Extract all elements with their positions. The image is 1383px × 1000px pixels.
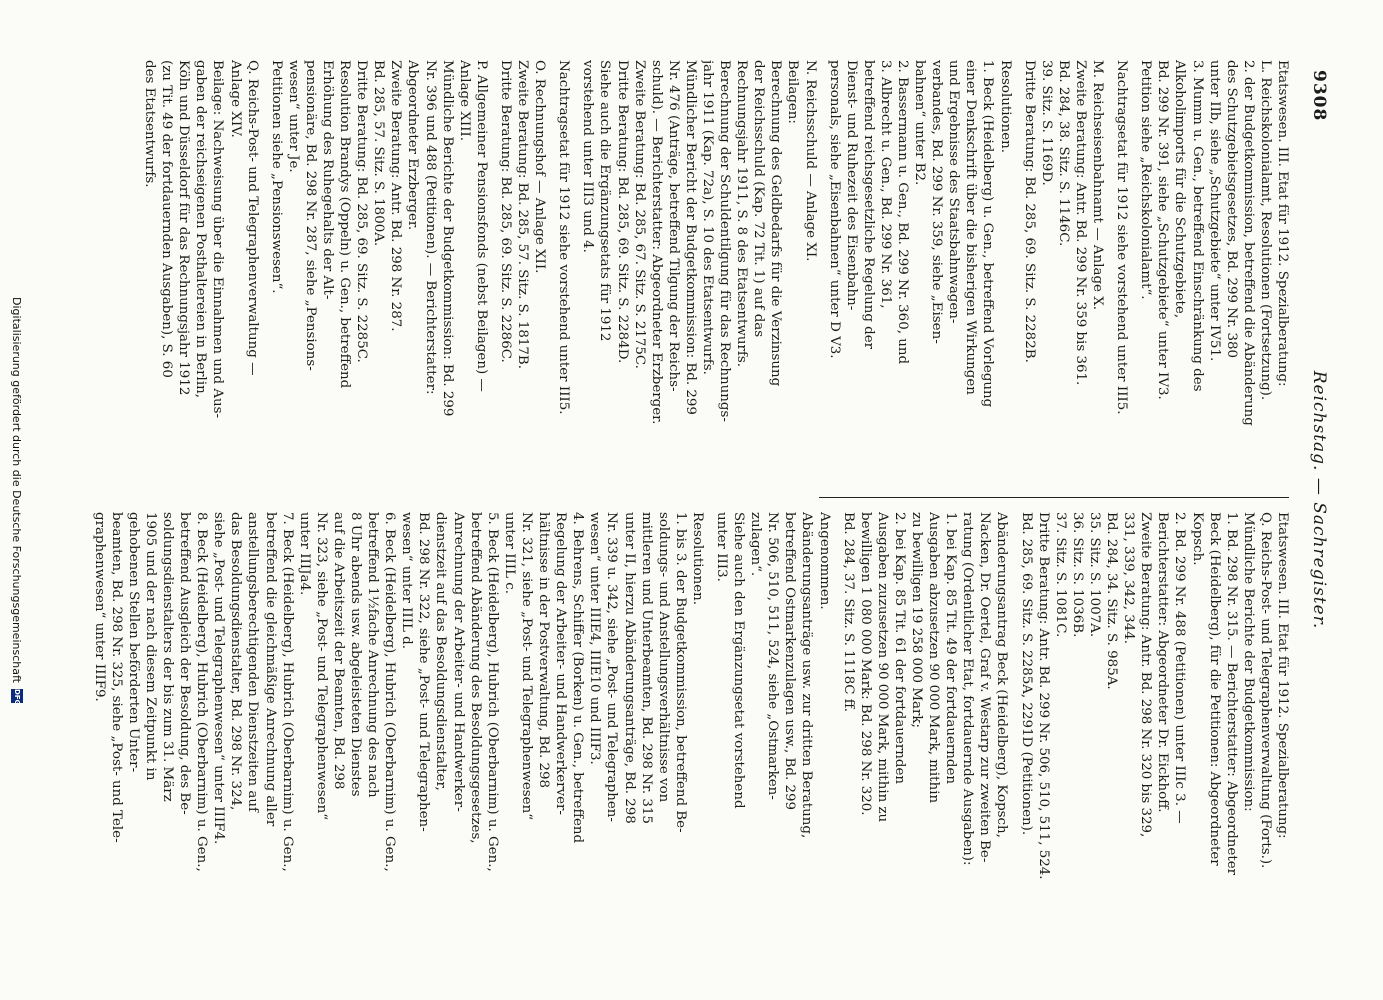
text-line: Nachtragsetat für 1912 siehe vorstehend unter III5. — [556, 60, 572, 415]
text-line: Resolutionen. — [997, 60, 1013, 154]
text-line: 4. Behrens, Schiffer (Borken) u. Gen., betreffend — [570, 512, 586, 844]
text-line: Dritte Beratung: Bd. 285, 69. Sitz. S. 2282B. — [1021, 60, 1037, 363]
text-line: und Ergebnisse des Staatsbahnwagen- — [946, 60, 962, 324]
text-line: Zweite Beratung: Antr. Bd. 298 Nr. 320 bis 329, — [1138, 512, 1154, 838]
text-line: 331, 339, 342, 344. — [1121, 512, 1137, 645]
text-line: Nr. 339 u. 342, siehe „Post- und Telegraphen- — [604, 512, 620, 822]
text-line: 8 Uhr abends usw. abgeleisteten Dienstes — [348, 512, 364, 797]
text-line: Bd. 284, 38. Sitz. S. 1146C. — [1055, 60, 1071, 247]
text-line: wesen“ unter IIIL d. — [399, 512, 415, 649]
text-line: unter IIIJa4. — [296, 512, 312, 596]
text-line: graphenwesen“ unter IIIF9. — [91, 512, 107, 702]
text-line: Beilage: Nachweisung über die Einnahmen und Aus- — [210, 60, 226, 419]
text-line: das Besoldungsdienstalter, Bd. 298 Nr. 324, — [228, 512, 244, 811]
text-line: Bd. 299 Nr. 391, siehe „Schutzgebiete“ unter IV3. — [1155, 60, 1171, 400]
text-line: Anlage XIV. — [227, 60, 243, 138]
text-line: Zweite Beratung: Antr. Bd. 299 Nr. 359 bis 361. — [1072, 60, 1088, 386]
text-line: O. Rechnungshof — Anlage XII. — [532, 60, 548, 274]
text-line: 1. Beck (Heidelberg) u. Gen., betreffend Vorlegung — [980, 60, 996, 408]
text-line: betreffend Abänderung des Besoldungsgesetzes, — [467, 512, 483, 844]
text-line: Nachtragsetat für 1912 siehe vorstehend unter III5. — [1114, 60, 1130, 415]
text-line: Alkoholimports für die Schutzgebiete, — [1172, 60, 1188, 319]
text-line: Dritte Beratung: Bd. 285, 69. Sitz. S. 2285C. — [354, 60, 370, 363]
text-line: des Etatsentwurfs. — [142, 60, 158, 188]
text-line: Anrechnung der Arbeiter- und Handwerker- — [450, 512, 466, 812]
text-line: schuld). — Berichterstatter: Abgeordneter Erzberger. — [648, 60, 664, 425]
text-line: betreffend reichsgesetzliche Regelung der — [860, 60, 876, 350]
text-line: Berechnung der Schuldentilgung für das Rechnungs- — [717, 60, 733, 422]
text-line: N. Reichsschuld — Anlage XI. — [802, 60, 818, 262]
text-line: Nacken, Dr. Oertel, Graf v. Westarp zur zweiten Be- — [977, 512, 993, 863]
text-line: Q. Reichs-Post- und Telegraphenverwaltung (Forts.). — [1257, 512, 1273, 869]
text-line: Etatswesen. III. Etat für 1912. Spezialberatung: — [1275, 60, 1290, 387]
dfg-logo: DFG — [13, 688, 21, 706]
text-line: bahnen“ unter B2. — [912, 60, 928, 186]
text-line: Dritte Beratung: Bd. 285, 69. Sitz. S. 2284D. — [614, 60, 630, 364]
text-line: L. Reichskolonialamt, Resolutionen (Fortsetzung). — [1257, 60, 1273, 401]
text-line: Bd. 284, 34. Sitz. S. 985A. — [1104, 512, 1120, 690]
text-line: einer Denkschrift über die bisherigen Wirkungen — [963, 60, 979, 395]
text-line: 2. bei Kap. 85 Tit. 61 der fortdauernden — [891, 512, 907, 785]
text-line: des Schutzgebietsgesetzes, Bd. 299 Nr. 380 — [1223, 60, 1239, 359]
text-line: Abgeordneter Erzberger. — [405, 60, 421, 231]
text-line: auf die Arbeitszeit der Beamten, Bd. 298 — [330, 512, 346, 790]
text-line: mittleren und Unterbeamten, Bd. 298 Nr. 315 — [638, 512, 654, 824]
text-line: Beilagen: — [785, 60, 801, 124]
text-line: 2. der Budgetkommission, betreffend die Abänderung — [1240, 60, 1256, 426]
text-line: vorstehend unter III3 und 4. — [580, 60, 596, 253]
text-line: Petitionen siehe „Pensionswesen“. — [268, 60, 284, 294]
text-line: 7. Beck (Heidelberg), Hubrich (Oberbarnim) u. Gen., — [279, 512, 295, 872]
text-line: gehobenen Stellen beförderten Unter- — [125, 512, 141, 773]
text-line: 6. Beck (Heidelberg), Hubrich (Oberbarnim) u. Gen., — [382, 512, 398, 872]
text-line: 8. Beck (Heidelberg), Hubrich (Oberbarnim) u. Gen., — [194, 512, 210, 872]
text-line: Resolution Brandys (Oppeln) u. Gen., betreffend — [337, 60, 353, 389]
text-line: Mündlicher Bericht der Budgetkommission: Bd. 299 — [682, 60, 698, 415]
text-line: 36. Sitz. S. 1036B. — [1069, 512, 1085, 638]
text-line: betreffend 1½fache Anrechnung des nach — [365, 512, 381, 798]
text-line: 39. Sitz. S. 1169D. — [1038, 60, 1054, 186]
text-line: unter II, hierzu Abänderungsanträge, Bd. 298 — [621, 512, 637, 824]
text-line: Bd. 298 Nr. 322, siehe „Post- und Telegraphen- — [416, 512, 432, 832]
text-line: Bd. 284, 37. Sitz. S. 1118C ff. — [840, 512, 856, 713]
text-line: dienstzeit auf das Besoldungsdienstalter, — [433, 512, 449, 791]
text-line: der Reichsschuld (Kap. 72 Tit. 1) auf das — [751, 60, 767, 338]
text-line: soldungs- und Anstellungsverhältnisse von — [655, 512, 671, 803]
column-divider — [819, 497, 1289, 498]
text-line: betreffend Ostmarkenzulagen usw., Bd. 299 — [782, 512, 798, 811]
text-line: personals, siehe „Eisenbahnen“ unter D V3. — [826, 60, 842, 359]
text-line: 37. Sitz. S. 1081C. — [1052, 512, 1068, 638]
text-line: soldungsdienstalters der bis zum 31. März — [160, 512, 175, 802]
text-line: Ausgaben abzusetzen 90 000 Mark, mithin — [926, 512, 942, 804]
text-line: Abänderungsantrag Beck (Heidelberg), Kopsch, — [994, 512, 1010, 838]
text-line: zu bewilligen 19 258 000 Mark; — [909, 512, 925, 729]
text-line: M. Reichseisenbahnamt — Anlage X. — [1090, 60, 1106, 311]
text-line: beamten, Bd. 298 Nr. 325, siehe „Post- und Tele- — [108, 512, 124, 843]
footer-text: Digitalisierung gefördert durch die Deutsche Forschungsgemeinschaft — [10, 297, 24, 683]
text-line: betreffend die gleichmäßige Anrechnung aller — [262, 512, 278, 827]
text-line: wesen“ unter IIIE4, IIIE10 und IIIF3. — [587, 512, 603, 765]
text-line: Nr. 506, 510, 511, 524, siehe „Ostmarken- — [765, 512, 781, 800]
text-line: Erhöhung des Ruhegehalts der Alt- — [320, 60, 336, 300]
text-line: 35. Sitz. S. 1007A. — [1086, 512, 1102, 638]
text-line: Nr. 321, siehe „Post- und Telegraphenwesen“ — [518, 512, 534, 821]
text-line: Zweite Beratung: Antr. Bd. 298 Nr. 287. — [388, 60, 404, 332]
text-line: wesen“ unter Je. — [285, 60, 301, 173]
text-line: P. Allgemeiner Pensionsfonds (nebst Beilagen) — — [473, 60, 489, 392]
text-line: Angenommen. — [816, 512, 832, 610]
text-line: anstellungsberechtigenden Dienstzeiten auf — [245, 512, 261, 812]
text-line: Nr. 396 und 488 (Petitionen). — Berichterstatter: — [422, 60, 438, 395]
page-header — [1295, 0, 1335, 1000]
digitization-footer — [8, 30, 26, 970]
text-line: betreffend Ausgleich der Besoldung, des Be- — [177, 512, 193, 815]
text-line: Köln und Düsseldorf für das Rechnungsjahr 1912 — [176, 60, 192, 396]
text-line: unter IIIL c. — [501, 512, 517, 594]
text-line: zulagen“. — [748, 512, 764, 577]
text-line: (zu Tit. 49 der fortdauernden Ausgaben), S. 60 — [159, 60, 175, 378]
text-line: Resolutionen. — [689, 512, 705, 606]
text-line: Siehe auch den Ergänzungsetat vorstehend — [731, 512, 747, 809]
text-line: siehe „Post- und Telegraphenwesen“ unter IIIF4. — [211, 512, 227, 845]
text-line: verbandes, Bd. 299 Nr. 359, siehe „Eisen- — [929, 60, 945, 344]
text-line: Petition siehe „Reichskolonialamt“. — [1138, 60, 1154, 300]
text-line: Mündliche Berichte der Budgetkommission: Bd. 299 — [439, 60, 455, 417]
text-line: jahr 1911 (Kap. 72a), S. 10 des Etatsentwurfs. — [700, 60, 715, 375]
text-line: 1. bei Kap. 85 Tit. 49 der fortdauernden — [943, 512, 959, 785]
text-line: hältnisse in der Postverwaltung, Bd. 298 — [536, 512, 552, 789]
right-column — [91, 512, 1291, 942]
text-line: ratung (Ordentlicher Etat, fortdauernde Ausgaben): — [960, 512, 976, 866]
text-line: Zweite Beratung: Bd. 285, 57. Sitz. S. 1817B. — [515, 60, 531, 369]
text-line: Etatswesen. III. Etat für 1912. Spezialberatung: — [1275, 512, 1290, 839]
text-line: pensionäre, Bd. 298 Nr. 287, siehe „Pensions- — [302, 60, 318, 371]
text-line: Abänderungsanträge usw. zur dritten Beratung, — [799, 512, 815, 839]
text-line: bewilligen 1 080 000 Mark: Bd. 298 Nr. 320. — [857, 512, 873, 816]
text-line: 1. bis 3. der Budgetkommission, betreffend Be- — [672, 512, 688, 833]
text-line: 2. Bassermann u. Gen., Bd. 299 Nr. 360, und — [895, 60, 911, 365]
text-line: unter III3. — [714, 512, 729, 582]
text-line: Anlage XIII. — [456, 60, 472, 141]
text-line: Beck (Heidelberg), für die Petitionen: Abgeordneter — [1206, 512, 1222, 866]
text-line: Bd. 285, 57. Sitz. S. 1800A. — [371, 60, 387, 247]
text-line: Dienst- und Ruhezeit des Eisenbahn- — [843, 60, 859, 311]
text-line: Kopsch. — [1189, 512, 1205, 566]
text-line: gaben der reichseigenen Posthaltereien in Berlin, — [193, 60, 209, 398]
text-line: Dritte Beratung: Antr. Bd. 299 Nr. 506, 510, 511, 524. — [1035, 512, 1051, 880]
text-line: 3. Mumm u. Gen., betreffend Einschränkung des — [1189, 60, 1205, 392]
text-line: Regelung der Arbeiter- und Handwerkerver- — [553, 512, 569, 815]
text-line: Q. Reichs-Post- und Telegraphenverwaltung — — [244, 60, 260, 376]
text-line: Zweite Beratung: Bd. 285, 67. Sitz. S. 2175C. — [631, 60, 647, 369]
text-line: Berechnung des Geldbedarfs für die Verzinsung — [768, 60, 784, 387]
page-number: 9308 — [1309, 70, 1329, 122]
running-head: Reichstag. — Sachregister. — [1309, 370, 1329, 630]
text-line: Berichterstatter: Abgeordneter Dr. Eickhoff. — [1155, 512, 1171, 813]
text-line: Nr. 476 (Anträge, betreffend Tilgung der Reichs- — [665, 60, 681, 392]
left-column — [141, 60, 1291, 490]
text-line: Siehe auch die Ergänzungsetats für 1912 — [597, 60, 613, 342]
text-line: unter IIb, siehe „Schutzgebiete“ unter IV51. — [1206, 60, 1222, 362]
text-line: Rechnungsjahr 1911, S. 8 des Etatsentwurfs. — [734, 60, 750, 367]
text-line: 2. Bd. 299 Nr. 488 (Petitionen) unter IIIc 3. — — [1172, 512, 1188, 824]
text-line: 1905 und der nach diesem Zeitpunkt in — [142, 512, 158, 781]
text-line: 1. Bd. 298 Nr. 315. — Berichterstatter: Abgeordneter — [1223, 512, 1239, 876]
text-line: 3. Albrecht u. Gen., Bd. 299 Nr. 361, — [877, 60, 893, 309]
text-line: Bd. 285, 69. Sitz. S. 2285A, 2291D (Petitionen). — [1018, 512, 1034, 836]
text-line: Dritte Beratung: Bd. 285, 69. Sitz. S. 2286C. — [497, 60, 513, 363]
text-line: Nr. 323, siehe „Post- und Telegraphenwesen“ — [313, 512, 329, 821]
text-line: Mündliche Berichte der Budgetkommission: — [1240, 512, 1256, 812]
text-line: Ausgaben zuzusetzen 90 000 Mark, mithin zu — [874, 512, 890, 823]
text-line: 5. Beck (Heidelberg), Hubrich (Oberbarnim) u. Gen., — [484, 512, 500, 872]
